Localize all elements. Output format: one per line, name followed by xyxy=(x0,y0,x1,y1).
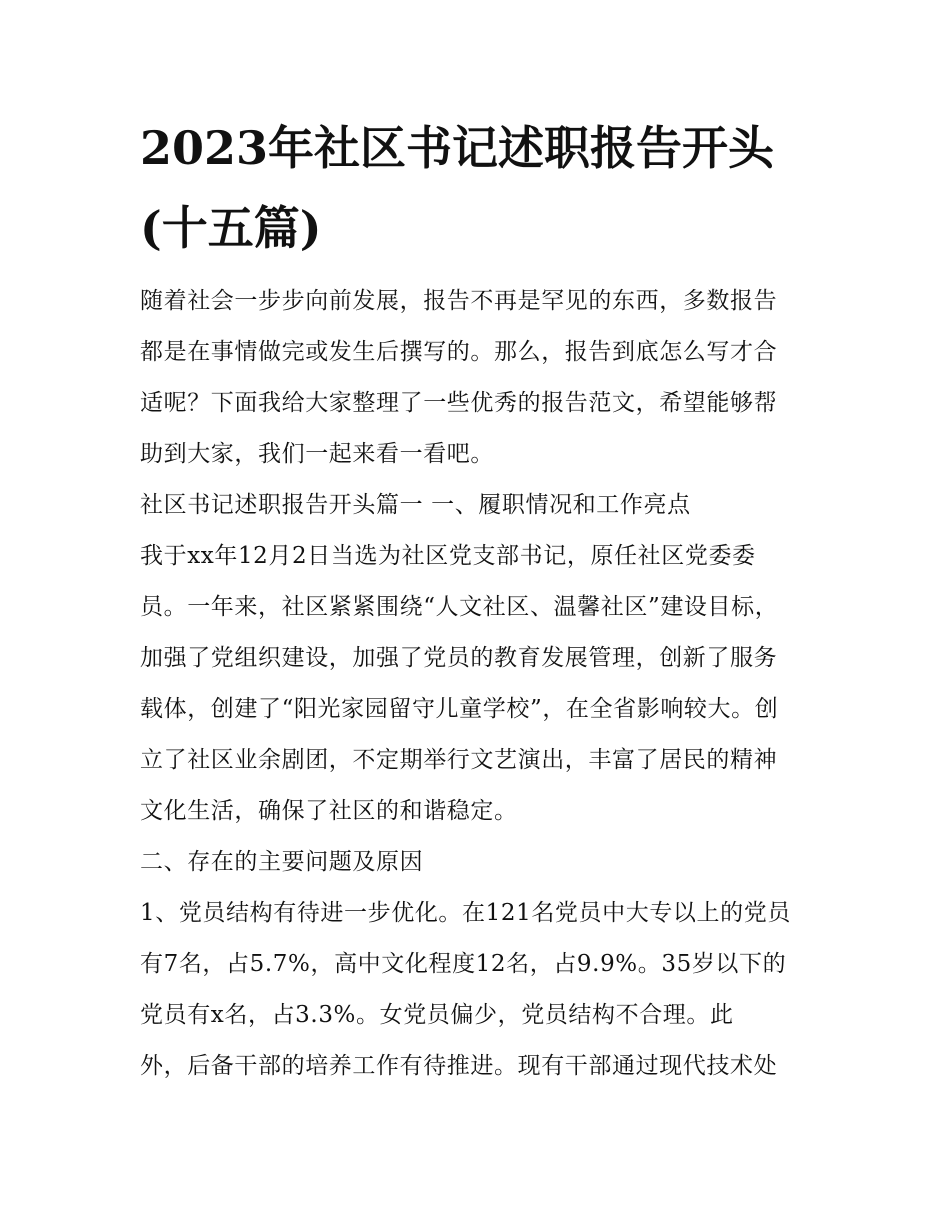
body-line: 文化生活，确保了社区的和谐稳定。 xyxy=(140,798,518,824)
body-line: 载体，创建了“阳光家园留守儿童学校”，在全省影响较大。创 xyxy=(140,696,779,722)
document-body xyxy=(140,276,820,1092)
body-line: 都是在事情做完或发生后撰写的。那么，报告到底怎么写才合 xyxy=(140,339,778,365)
body-line: 立了社区业余剧团，不定期举行文艺演出，丰富了居民的精神 xyxy=(140,747,778,773)
section-heading-line: 二、存在的主要问题及原因 xyxy=(140,849,424,875)
section-heading-line: 社区书记述职报告开头篇一 一、履职情况和工作亮点 xyxy=(140,492,691,518)
body-line: 我于xx年12月2日当选为社区党支部书记，原任社区党委委 xyxy=(140,543,756,569)
body-line: 1、党员结构有待进一步优化。在121名党员中大专以上的党员 xyxy=(140,900,791,926)
title-line-1: 2023年社区书记述职报告开头 xyxy=(140,121,775,175)
body-line: 加强了党组织建设，加强了党员的教育发展管理，创新了服务 xyxy=(140,645,778,671)
body-line: 适呢？下面我给大家整理了一些优秀的报告范文，希望能够帮 xyxy=(140,390,778,416)
body-line: 员。一年来，社区紧紧围绕“人文社区、温馨社区”建设目标， xyxy=(140,594,779,620)
body-line: 外，后备干部的培养工作有待推进。现有干部通过现代技术处 xyxy=(140,1053,778,1079)
body-line: 党员有x名，占3.3%。女党员偏少，党员结构不合理。此 xyxy=(140,1002,734,1028)
title-line-2: (十五篇) xyxy=(140,201,322,255)
document-title xyxy=(140,108,820,268)
body-line: 助到大家，我们一起来看一看吧。 xyxy=(140,441,494,467)
body-line: 随着社会一步步向前发展，报告不再是罕见的东西，多数报告 xyxy=(140,288,778,314)
body-line: 有7名，占5.7%，高中文化程度12名，占9.9%。35岁以下的 xyxy=(140,951,787,977)
